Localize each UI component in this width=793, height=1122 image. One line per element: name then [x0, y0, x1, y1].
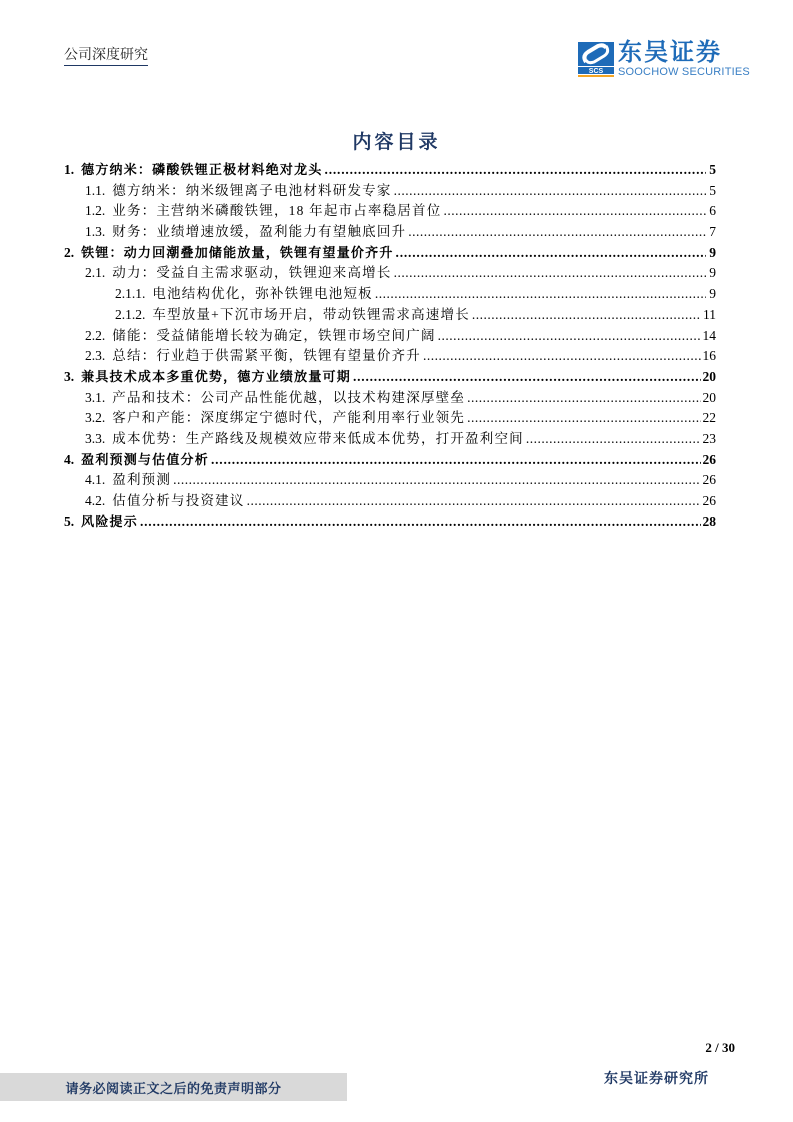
- toc-entry-page[interactable]: 9: [709, 244, 716, 260]
- disclaimer-text: 请务必阅读正文之后的免责声明部分: [65, 1081, 282, 1097]
- toc-entry-page[interactable]: 9: [709, 286, 716, 302]
- toc-entry[interactable]: [64, 305, 716, 326]
- toc-entry-title[interactable]: 德方纳米：磷酸铁锂正极材料绝对龙头: [81, 163, 323, 178]
- toc-entry-title[interactable]: 铁锂：动力回潮叠加储能放量，铁锂有望量价齐升: [81, 245, 394, 261]
- table-of-contents: [64, 160, 716, 532]
- toc-dot-leader: [211, 450, 701, 471]
- logo-name-cn: 东吴证券: [618, 38, 722, 66]
- page-indicator: 2 / 30: [705, 1040, 735, 1055]
- toc-dot-leader: [247, 491, 701, 512]
- toc-entry[interactable]: [64, 222, 716, 243]
- toc-entry[interactable]: [64, 181, 716, 202]
- toc-entry-title[interactable]: 盈利预测: [112, 472, 172, 488]
- toc-entry-page[interactable]: 14: [702, 327, 716, 343]
- toc-entry-title[interactable]: 产品和技术：公司产品性能优越，以技术构建深厚壁垒: [112, 389, 466, 405]
- toc-entry-title[interactable]: 风险提示: [81, 514, 138, 530]
- toc-dot-leader: [375, 284, 706, 305]
- logo-name-en: SOOCHOW SECURITIES: [618, 66, 750, 78]
- institute-name: 东吴证券研究所: [604, 1071, 709, 1087]
- toc-dot-leader: [526, 429, 701, 450]
- disclaimer-bar: [0, 1073, 347, 1101]
- toc-dot-leader: [408, 222, 706, 243]
- toc-dot-leader: [140, 512, 701, 533]
- toc-dot-leader: [394, 181, 706, 202]
- toc-entry-number: 1.2.: [85, 203, 106, 219]
- company-logo: [578, 38, 750, 82]
- toc-entry-page[interactable]: 23: [702, 430, 716, 446]
- toc-entry-title[interactable]: 车型放量+下沉市场开启，带动铁锂需求高速增长: [152, 306, 470, 322]
- toc-entry-number: 1.: [64, 162, 75, 177]
- toc-entry[interactable]: [64, 512, 716, 533]
- toc-entry[interactable]: [64, 491, 716, 512]
- toc-entry-number: 4.2.: [85, 493, 106, 508]
- toc-entry-page[interactable]: 7: [709, 224, 716, 240]
- toc-entry[interactable]: [64, 326, 716, 347]
- toc-entry-title[interactable]: 储能：受益储能增长较为确定，铁锂市场空间广阔: [112, 327, 436, 343]
- toc-entry-number: 1.1.: [85, 182, 106, 198]
- toc-entry-number: 3.2.: [85, 410, 106, 426]
- toc-entry[interactable]: [64, 450, 716, 471]
- toc-entry[interactable]: [64, 408, 716, 429]
- toc-dot-leader: [394, 263, 706, 284]
- toc-entry-page[interactable]: 9: [709, 265, 716, 281]
- toc-entry-page[interactable]: 26: [702, 451, 716, 467]
- toc-entry-page[interactable]: 26: [702, 472, 716, 488]
- toc-dot-leader: [353, 367, 701, 388]
- toc-entry-page[interactable]: 5: [709, 162, 716, 177]
- toc-entry[interactable]: [64, 263, 716, 284]
- toc-entry-number: 3.1.: [85, 389, 106, 405]
- toc-entry[interactable]: [64, 367, 716, 388]
- toc-dot-leader: [438, 326, 701, 347]
- toc-entry-number: 3.: [64, 368, 75, 384]
- toc-entry-page[interactable]: 28: [702, 513, 716, 529]
- toc-entry-number: 2.2.: [85, 327, 106, 343]
- toc-entry-title[interactable]: 成本优势：生产路线及规模效应带来低成本优势，打开盈利空间: [112, 430, 524, 446]
- toc-entry[interactable]: [64, 429, 716, 450]
- toc-dot-leader: [467, 408, 700, 429]
- toc-entry-number: 4.1.: [85, 472, 106, 488]
- toc-entry-page[interactable]: 5: [709, 182, 716, 198]
- toc-entry[interactable]: [64, 160, 716, 181]
- toc-entry[interactable]: [64, 284, 716, 305]
- toc-entry-number: 2.3.: [85, 348, 106, 364]
- toc-dot-leader: [396, 243, 706, 264]
- svg-text:SCS: SCS: [588, 68, 604, 75]
- toc-entry-page[interactable]: 6: [709, 203, 716, 219]
- toc-entry-number: 1.3.: [85, 224, 106, 240]
- toc-entry-number: 2.1.: [85, 265, 106, 281]
- toc-dot-leader: [423, 346, 701, 367]
- toc-title: 内容目录: [352, 131, 441, 153]
- toc-entry-number: 2.1.1.: [115, 286, 146, 302]
- toc-entry-page[interactable]: 11: [703, 306, 716, 322]
- toc-entry-page[interactable]: 22: [702, 410, 716, 426]
- toc-entry-title[interactable]: 动力：受益自主需求驱动，铁锂迎来高增长: [112, 265, 392, 281]
- toc-entry[interactable]: [64, 346, 716, 367]
- toc-entry-page[interactable]: 16: [702, 348, 716, 364]
- toc-entry-title[interactable]: 德方纳米：纳米级锂离子电池材料研发专家: [112, 182, 392, 198]
- toc-entry-title[interactable]: 估值分析与投资建议: [112, 493, 245, 508]
- toc-dot-leader: [325, 160, 706, 181]
- toc-entry-number: 2.: [64, 244, 75, 260]
- toc-entry-page[interactable]: 20: [702, 389, 716, 405]
- toc-entry-page[interactable]: 20: [702, 368, 716, 384]
- toc-entry-number: 3.3.: [85, 430, 106, 446]
- toc-entry-title[interactable]: 兼具技术成本多重优势，德方业绩放量可期: [81, 369, 351, 385]
- report-type-tag: 公司深度研究: [64, 48, 148, 66]
- toc-entry[interactable]: [64, 243, 716, 264]
- toc-entry-title[interactable]: 盈利预测与估值分析: [81, 452, 209, 468]
- toc-dot-leader: [173, 470, 700, 491]
- toc-dot-leader: [443, 201, 706, 222]
- toc-entry-number: 5.: [64, 513, 75, 529]
- toc-entry-title[interactable]: 业务：主营纳米磷酸铁锂，18 年起市占率稳居首位: [112, 203, 442, 219]
- scs-logo-icon: [578, 42, 614, 78]
- toc-entry[interactable]: [64, 388, 716, 409]
- toc-entry-title[interactable]: 电池结构优化，弥补铁锂电池短板: [152, 286, 373, 302]
- toc-dot-leader: [472, 305, 701, 326]
- toc-entry[interactable]: [64, 201, 716, 222]
- toc-entry-number: 2.1.2.: [115, 306, 146, 322]
- toc-entry-title[interactable]: 总结：行业趋于供需紧平衡，铁锂有望量价齐升: [112, 348, 421, 364]
- toc-entry-page[interactable]: 26: [702, 493, 716, 508]
- toc-entry-number: 4.: [64, 451, 75, 467]
- toc-dot-leader: [467, 388, 700, 409]
- toc-entry-title[interactable]: 客户和产能：深度绑定宁德时代，产能利用率行业领先: [112, 410, 466, 426]
- toc-entry-title[interactable]: 财务：业绩增速放缓，盈利能力有望触底回升: [112, 224, 407, 240]
- toc-entry[interactable]: [64, 470, 716, 491]
